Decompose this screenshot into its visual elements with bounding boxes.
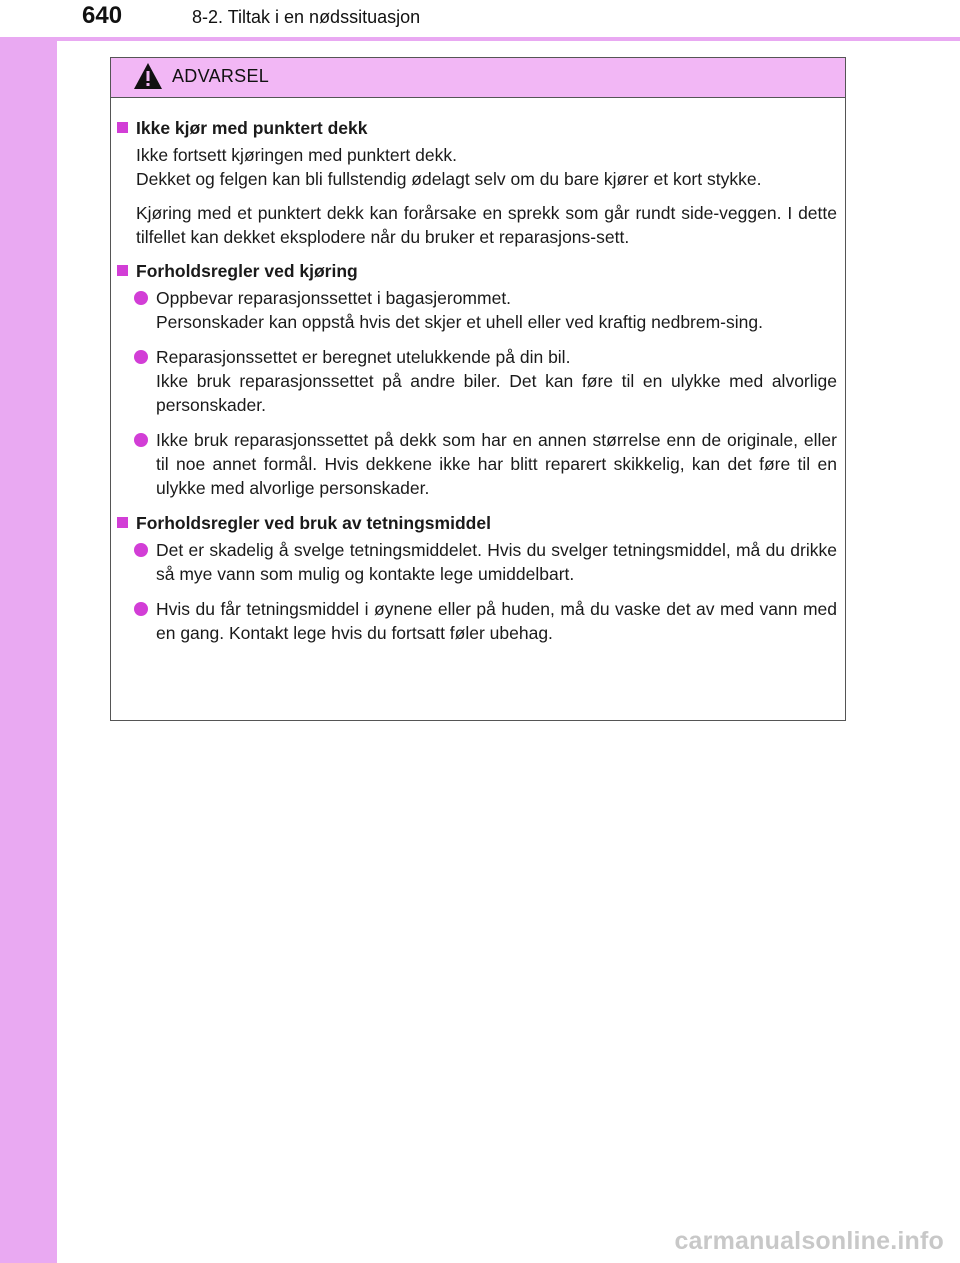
circle-bullet-icon [134,433,148,447]
circle-bullet-icon [134,291,148,305]
section-sealant-precautions [116,511,837,645]
square-bullet-icon [117,517,128,528]
watermark: carmanualsonline.info [674,1227,944,1255]
section-flat-tire [116,116,837,249]
list-item: Reparasjonssettet er beregnet utelukkende på din bil. Ikke bruk reparasjonssettet på andre biler. Det kan føre til en ulykke med alvorlige personskader. [116,345,837,417]
header-rule [0,37,960,41]
circle-bullet-icon [134,543,148,557]
page-number: 640 [82,2,123,29]
page-header [0,0,960,37]
square-bullet-icon [117,265,128,276]
warning-header [111,58,845,98]
square-bullet-icon [117,122,128,133]
list-item: Oppbevar reparasjonssettet i bagasjerommet. Personskader kan oppstå hvis det skjer et uhell eller ved kraftig nedbrem-sing. [116,286,837,334]
paragraph: Kjøring med et punktert dekk kan forårsake en sprekk som går rundt side-veggen. I dette tilfellet kan dekket eksplodere når du bruker et reparasjons-sett. [136,203,837,247]
warning-box [110,57,846,721]
section-heading: Forholdsregler ved kjøring [116,259,837,283]
section-heading: Forholdsregler ved bruk av tetningsmiddel [116,511,837,535]
list-item: Hvis du får tetningsmiddel i øynene eller på huden, må du vaske det av med vann med en gang. Kontakt lege hvis du fortsatt føler ubehag. [116,597,837,645]
circle-bullet-icon [134,602,148,616]
circle-bullet-icon [134,350,148,364]
list-item: Ikke bruk reparasjonssettet på dekk som har en annen størrelse enn de originale, eller til noe annet formål. Hvis dekkene ikke har blitt reparert skikkelig, kan det føre til en ulykke med alvorlige personskader. [116,428,837,500]
section-driving-precautions [116,259,837,500]
warning-body [111,98,845,645]
warning-triangle-icon [133,62,163,90]
section-title: 8-2. Tiltak i en nødssituasjon [192,7,421,27]
paragraph: Ikke fortsett kjøringen med punktert dekk. Dekket og felgen kan bli fullstendig ødelagt selv om du bare kjører et kort stykke. [136,145,762,189]
list-item: Det er skadelig å svelge tetningsmiddelet. Hvis du svelger tetningsmiddel, må du drikke så mye vann som mulig og kontakte lege umiddelbart. [116,538,837,586]
chapter-sidebar [0,0,57,1263]
section-heading: Ikke kjør med punktert dekk [116,116,837,140]
warning-label: ADVARSEL [172,66,270,86]
